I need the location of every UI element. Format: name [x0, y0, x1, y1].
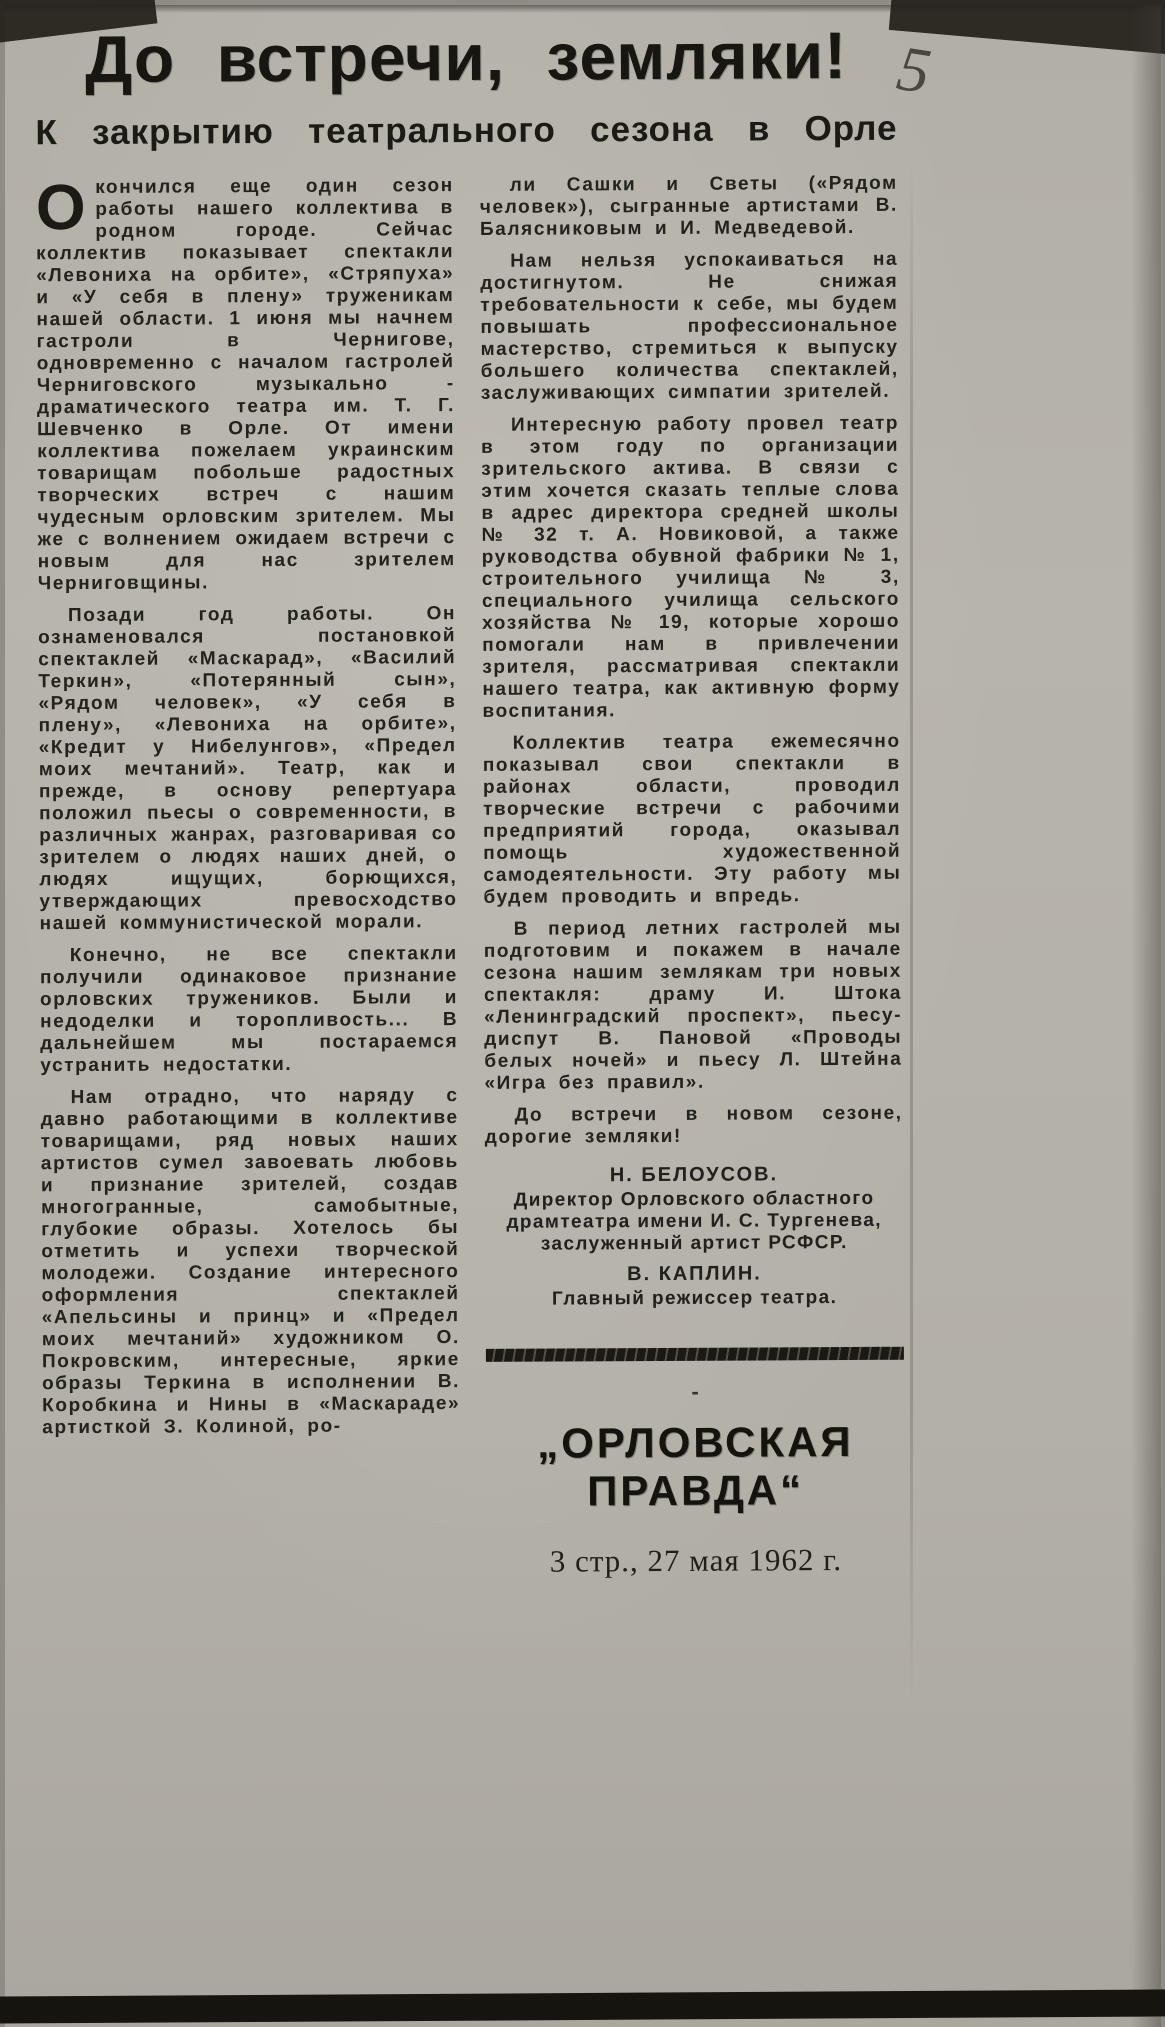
paragraph: Интересную работу провел театр в этом году по организации зрительского актива. В связи с этим хочется сказать теплые слова в адрес директора средней школы № 32 т. А. Новиковой, а также руководства обувной фабрики № 1, строительного училища № 3, специального училища сельского хозяйства № 19, которые хорошо помогали нам в привлечении зрителя, рассматривая спектакли нашего театра, как активную форму воспитания. [481, 412, 901, 722]
paragraph: Коллектив театра ежемесячно показывал свои спектакли в районах области, проводил творческие встречи с рабочими предприятий города, оказывал помощь художественной самодеятельности. Эту работу мы будем проводить и впредь. [482, 730, 902, 908]
page-subtitle: К закрытию театрального сезона в Орле [35, 109, 898, 153]
signature-name-2: В. КАПЛИН. [627, 1262, 762, 1285]
crease-line [910, 155, 913, 1707]
handwritten-mark: 5 [892, 31, 936, 108]
paragraph: До встречи в новом сезоне, дорогие земляки! [484, 1102, 903, 1148]
column-right-paragraphs [480, 173, 903, 1149]
paragraph: Конечно, не все спектакли получили одинаковое признание орловских тружеников. Были и недоделки и торопливость... В дальнейшем мы постараемся устранить недостатки. [39, 942, 459, 1077]
signature-role-1: Директор Орловского областного драмтеатра имени И. С. Тургенева, заслуженный артист РСФСР. [506, 1187, 883, 1255]
paragraph: В период летних гастролей мы подготовим и покажем в начале сезона нашим землякам три новых спектакля: драму И. Штока «Ленинградский проспект», пьесу-диспут В. Пановой «Проводы белых ночей» и пьесу Л. Штейна «Игра без правил». [483, 916, 903, 1094]
paragraph: Нам нельзя успокаиваться на достигнутом. Не снижая требовательности к себе, мы будем повышать профессиональное мастерство, стремиться к выпуску большего количества спектаклей, заслуживающих симпатии зрителей. [480, 248, 899, 404]
page-title: До встречи, земляки! [84, 18, 848, 97]
signature-name-1: Н. БЕЛОУСОВ. [609, 1163, 779, 1187]
bottom-scan-bar [0, 1989, 1165, 2023]
page-date-line: 3 стр., 27 мая 1962 г. [549, 1541, 843, 1579]
paragraph: Нам отрадно, что наряду с давно работающими в коллективе товарищами, ряд новых наших артистов сумел завоевать любовь и признание зрителей, создав многогранные, самобытные, глубокие образы. Хотелось бы отметить и успехи творческой молодежи. Создание интересного оформления спектаклей «Апельсины и принц» и «Предел моих мечтаний» художником О. Покровским, интересные, яркие образы Теркина в исполнении В. Коробкина и Нины в «Маскараде» артисткой З. Колиной, ро- [40, 1084, 461, 1439]
paragraph: Позади год работы. Он ознаменовался постановкой спектаклей «Маскарад», «Василий Теркин», «Потерянный сын», «Рядом человек», «У себя в плену», «Левониха на орбите», «Кредит у Нибелунгов», «Предел моих мечтаний». Театр, как и прежде, в основу репертуара положил пьесы о современности, в различных жанрах, разговаривая со зрителем о людях наших дней, о людях ищущих, борющихся, утверждающих превосходство нашей коммунистической морали. [38, 602, 458, 935]
article-columns [35, 170, 905, 1582]
paragraph: Окончился еще один сезон работы нашего коллектива в родном городе. Сейчас коллектив показывает спектакли «Левониха на орбите», «Стряпуха» и «У себя в плену» труженикам нашей области. 1 июня мы начнем гастроли в Чернигове, одновременно с началом гастролей Черниговского музыкально - драматического театра им. Т. Г. Шевченко в Орле. От имени коллектива пожелаем украинским товарищам побольше радостных творческих встреч с нашим чудесным орловским зрителем. Мы же с волнением ожидаем встречи с новым для нас зрителем Черниговщины. [35, 170, 456, 595]
column-right [480, 173, 905, 1580]
section-divider [486, 1347, 904, 1362]
newspaper-clipping [5, 5, 1161, 2027]
article [35, 18, 905, 1582]
right-edge-shadow [1131, 5, 1161, 2027]
separator-dash: - [691, 1378, 699, 1404]
column-left [35, 170, 461, 1582]
signature-role-2: Главный режиссер театра. [551, 1286, 838, 1310]
paragraph: ли Сашки и Светы («Рядом человек»), сыгранные артистами В. Балясниковым и И. Медведевой. [479, 172, 898, 240]
newspaper-name: „ОРЛОВСКАЯ ПРАВДА“ [537, 1417, 854, 1515]
